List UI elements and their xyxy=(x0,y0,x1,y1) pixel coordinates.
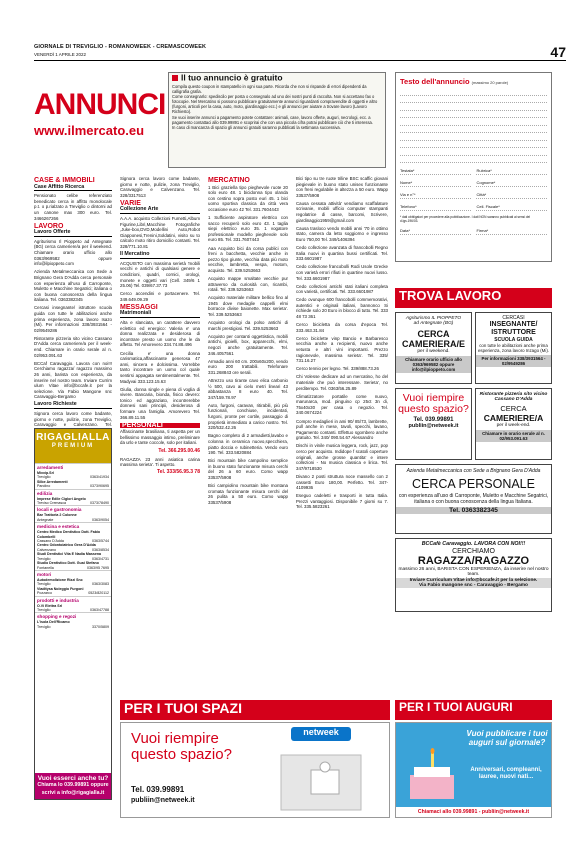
classified-ad: Eseguo cadeletti e trasporti in tutta Italia. Prezzi vantaggiosi. Disponibile 7 giorni su 7. Tel. 335.5823261 xyxy=(296,493,388,510)
directory-entry-detail: Treviglio 0363/47788 xyxy=(37,607,109,612)
classified-ad: ACQUISTO con massima serietà 'mobili vecchi e antichi di qualsiasi genere e condizioni, quadri, cornici, orologi, monete e oggetti vari (Cell. 349/6 1 25.06) Tel. 039/67.37.73 xyxy=(120,260,200,289)
directory-entry: Imprese Edile Ciglori Angelo xyxy=(37,496,86,501)
classified-ad: Signora cerca lavoro come badante, giorno e notte, pulizie, zona Treviglio, Caravaggio e Calvenzano. Tel. xyxy=(34,410,112,428)
ad-space-promo[interactable]: Vuoi riempire questo spazio? Tel. 039.99891 publiin@netweek.it xyxy=(395,388,472,460)
directory-entry-detail: Treviglio 0363/3083 xyxy=(37,582,109,587)
job-ad-pizzeria: Ristorante pizzeria sito vicino Cassano D'Adda CERCA CAMERIERE/A per il week-end. Chiamare in orario serale al n. 02/953.091.63 xyxy=(475,388,552,460)
coupon-title: Testo dell'annuncio (massimo 20 parole) xyxy=(400,77,509,86)
directory-entry: O.Vi Elettra Srl xyxy=(37,603,63,608)
page-number: 47 xyxy=(550,44,566,60)
info-line: Compila questo coupon in stampatello in ogni sua parte. Ricorda che non si rispande di errori dipendenti da calligrafia grafia. xyxy=(172,84,367,95)
directory-entry-detail: Calvenzano 0363/8534 xyxy=(37,547,109,552)
classified-ad: Cedo collezioni antichi stati italiani completa con varietà, certificati. Tel. 333.6601987 xyxy=(296,283,388,295)
classified-ad: Acquisto materiale militare bellico fino al 1945 dove medaglie cappelli elmi borracce divise baionette. Max serieta'. Tel. 339.5253663 xyxy=(208,295,288,318)
directory-category: arredamenti xyxy=(35,463,111,471)
info-line: Se vuoi inserire annunci a pagamento potete contattare: animali, case, lavoro offerte, auguri, necrologi, ecc. a pagamento contattaci allo 039.99891 e scoprirai che con una piccola cifra potrai pubblicare ciò che ti interessa. xyxy=(172,114,373,125)
classified-ad: Armadio anni 60 cm. 200x60x200, vendo euro 200 trattabili. Telefonare 331.268843 ore serali. xyxy=(208,358,288,375)
directory-entry-detail: Pandino 0373/90695 xyxy=(37,484,109,489)
directory-entry-detail: Pozzarco 0523/820112 xyxy=(37,591,109,596)
job-ad-metalworking: Azienda Metalmeccanica con Sede a Brignano Gera D'Adda CERCA PERSONALE con esperienza all'uso di Carroponte, Muletto e Macchine Segatrici, italiana o con buona conoscenza della lingua Italiana. Tel. 0363382345 xyxy=(395,464,552,534)
netweek-logo: netweek xyxy=(291,727,351,741)
coupon-field-row[interactable]: Via e n°* Città* xyxy=(400,192,547,199)
directory-entry-detail: Treviso Cremasca 0373/78490 xyxy=(37,501,109,506)
directory-entry: Autodemolizione Rizzi Snc xyxy=(37,577,83,582)
classified-ad: Cedo collezione avanzata di francobolli Regno Italia nuovi in quartina bussi certificati. Tel. 333.6601987 xyxy=(296,245,388,262)
section-title: ANNUNCI xyxy=(34,88,166,121)
per-i-tuoi-auguri-banner: PER I TUOI AUGURI xyxy=(395,700,552,720)
job-ad-bccafe: BCCafè Caravaggio. LAVORA CON NOI!!! CERCHIAMO RAGAZZA/RAGAZZO massimo 26 anni, BARISTA CON ESPERIENZA, da inserire nel nostro team. Inviare Curriculum Vitae info@bccafe.it per la selezione. Via Fabio mangone snc - Caravaggio - Bergamo xyxy=(395,538,552,612)
column-1 xyxy=(34,176,112,436)
classified-ad: Compro medaglieri in ami 90/ 85/73, lambrette, pull anche in mese, tavoli, specchi, lavano, Pagamento contanti. Effettuo sgombero anche gratuito. Tel. 340/ 090.54.67 Alessandro xyxy=(296,418,388,441)
column-3 xyxy=(208,176,288,508)
classified-ad: Agriturismo Il Pioppeto ad Antegnate (BG) cerca cameriere/a per il weekend. Chiamare orario ufficio allo 0363/969582 oppure info@ilpioppeto.com xyxy=(34,238,112,267)
site-url[interactable]: www.ilmercato.eu xyxy=(34,123,145,138)
column-2 xyxy=(120,176,200,478)
issue-date: VENERDÌ 1 APRILE 2022 xyxy=(34,52,87,57)
rigagialla-header: RIGAGLIALLA PREMIUM xyxy=(35,429,111,463)
classified-ad: Cecilia e' una donna carismatica,affascinante generosa 47 anni, sincera e dolcissima. Vorrebbe tanto incontrare un uomo col quale sentirsi appagata sentimentalmente. Tel. Madyvai 333.123.15.63 xyxy=(120,350,200,384)
birthday-cake-icon xyxy=(404,745,460,803)
classified-ad: Cedo collezione francobolli Rodi Usole Grecke con varietà errori rifiuti in quartine nuovi lusso. Tel. 333.6601987 xyxy=(296,264,388,281)
classified-ad: Divano 2 posti struttura noce massello con 2 cassetti Euro 180,00. Perfetto. Tel. 347-4109936 xyxy=(296,473,388,491)
category-heading: MESSAGGI xyxy=(120,303,158,311)
directory-category: motori xyxy=(35,570,111,578)
directory-entry-detail: Treviglio 0363/4731 xyxy=(37,556,109,561)
per-i-tuoi-spazi-banner: PER I TUOI SPAZI xyxy=(120,700,390,720)
directory-category: shopping e regozi xyxy=(35,612,111,620)
classified-ad: Pensionato celibe referenziato benedicato cerca in affitto monolocale p.t. o p.rialzato a Treviglio o dintorni ad un canone max 300 euro. Tel. 3466267266 xyxy=(34,193,112,221)
classified-ad: A.A.A. acquisto Collezioni Fumetti,Album Figurine,Libri,Macchine Fotografiche ,Juke-box,DVD,Modellini Auto,Robot Giapponesi,Trenini,Soldatini, visito su to calcolo moto ritiro domicilio contanti. Tel. 328/771.10.81 xyxy=(120,216,200,250)
subcategory-heading: Collezione Arte xyxy=(120,207,200,214)
classified-ad: Bici tipo su tre ruote triline BSC scaffic giovani piegievale in buono stato unisex funzionante con freni regolabile in altezza a 50 euro. Wapp 33537/5908 xyxy=(296,176,388,198)
classified-ad: 1 Bici graziella tipo pieghevole ruote 20 solo euro 48. 1 bicidonna tipo olanda con cestino sopra posto euri 45. 1 bici uomo sportiva classica da città vera occasione euro 42 Tel. 331.7604443 xyxy=(208,184,288,212)
header-rule xyxy=(34,60,566,61)
directory-entry-detail: Cassano D'Adda 0363/5744 xyxy=(37,539,109,544)
coupon-text-lines[interactable] xyxy=(400,88,547,163)
directory-entry: Viaditysa Noleggio Furgoni xyxy=(37,586,84,591)
classified-ad: Acquisto mappe smaltate vecchie pur attraverso da curiosità con, ricambi, rotali. Tel. 339.5253663 xyxy=(208,276,288,293)
directory-entry: L'isola Dell'Ricamo xyxy=(37,620,70,625)
trova-lavoro-banner: TROVA LAVORO xyxy=(395,288,552,308)
classified-ad: Signora cerca lavoro come badante, giorno e notte, pulizie, zona Treviglio, Caravaggio e Calvenzano. Tel. 328/3317513 xyxy=(120,176,200,198)
category-heading: VARIE xyxy=(120,199,141,207)
classified-ad: Cerco bicicletta da corsa d'epoca Tel. 333.463.31.84 xyxy=(296,322,388,333)
rigagialla-directory xyxy=(35,463,111,629)
classified-ad: Dischi in vinile musica leggera, rock, jazz, pop cerco per acquisto. Indidope f scatoli coperture originali, anche grosse quantita' e intere collezioni - No musica classica e lirica. Tel. 347/9718530 xyxy=(296,443,388,471)
coupon-field-row[interactable]: Testata* Rubrica* xyxy=(400,168,547,175)
classified-ad: Chi Volesse dedicare ad un mercatino, ho del materiale che può interessare. Serieta', no perditempo. Tel. 0363/56.25.89 xyxy=(296,374,388,391)
info-line: Come consegnarlo: spediscilo per posta o consegnalo ad uno dei nostri punti di raccolta. Non si accettano fax o fotocopie. Nel Mercatino si possono pubblicare gratuitamente annunci riguardanti compravendite di oggetti e altro (furgoni, articoli per la casa, auto, moto, giardinaggio ecc.) e gli annunci per aiutare a trovare lavoro (Lavoro Richiesto). xyxy=(172,94,378,115)
classified-ad: RAGAZZA 23 anni asiatica carina massima serieta'. Ti aspetto. xyxy=(120,456,200,468)
directory-entry-detail: Treviglio 3370/5809 xyxy=(37,624,109,629)
category-heading: CASE & IMMOBILI xyxy=(34,177,95,184)
directory-category: locali e gastronomia xyxy=(35,505,111,513)
classified-ad: Azienda Metalmeccanica con Sede a Brignano Gera D'Adda cerca personale con esperienza all'uso di Carroponte, Muletto e Macchine Segatrici; italiana o con buona conoscenza della lingua italiana. Tel. 0363382345 xyxy=(34,269,112,303)
directory-entry: Studi Dentistici Vita E Nadia Massena xyxy=(37,552,102,557)
directory-category: edilizia xyxy=(35,489,111,497)
subcategory-heading: Matrimoniali xyxy=(120,311,200,318)
directory-entry-detail: Antegnate 0363/9054 xyxy=(37,517,109,522)
classified-ad: BCCaf Caravaggio. Lavora con noi!!! Cerchiamo ragazza/ ragazzo massimo 26 anni, barista con esperienza, da inserire nel nostro team. Inviare Currim ulum Vitae info@bccafe.it per la selezione. Via Fabio Mangone snc Caravaggio-Bergamo xyxy=(34,360,112,400)
directory-entry-detail: Treviglio 0363/41934 xyxy=(37,475,109,480)
subcategory-heading: Lavoro Richieste xyxy=(34,402,112,409)
coupon-field-row[interactable]: Telefono* Cell. Fiscale* xyxy=(400,204,547,211)
directory-category: medicina e estetica xyxy=(35,522,111,530)
classified-ad: Cerco accendini e portacenere. Tel. 349.649.09.29 xyxy=(120,291,200,302)
job-ad-agriturismo: Agriturismo IL PIOPPETO ad Antegnate (BG) CERCA CAMERIERA/E per il weekend. Chiamare orario ufficio allo 0363/969582 oppure info@ilpioppeto.com xyxy=(395,312,472,384)
info-box-title: Il tuo annuncio è gratuito xyxy=(172,75,382,81)
auguri-promo[interactable]: Vuoi pubblicare i tuoi auguri sul giornale? Anniversari, compleanni, lauree, nuovi nati... Chiamaci allo 039.99891 - publiin@netweek.it xyxy=(395,722,552,818)
directory-entry: Bar Trattoria 2 Colonne xyxy=(37,513,77,518)
classified-ad: Causa trasloco vendo mobili anni '70 in ottimo stato, camera da letto soggiorno e ingresso Euro 750,00 Tel. 349/1406394 xyxy=(296,225,388,242)
classified-ad: Acquisto per contanti oggettistica, mobili antichi, gioielli, box, apparecchi, elmi, negozi anche gratuitamente. Tel. 346.4057561 xyxy=(208,333,288,356)
category-heading: LAVORO xyxy=(34,222,64,230)
category-heading: MERCATINO xyxy=(208,177,250,184)
classified-ad: Causa cessata attività' vendiamo scaffalature scrivanie, mobili ufficio computer stampanti regolatrice di casse, barcomi, Scrivere, giardinaggio1959@gmail.com xyxy=(296,200,388,223)
coupon-sign-row[interactable]: Data* Firma* xyxy=(400,228,547,235)
classified-ad: Attrezzo uso tirante cavo elica carbonio ½ 500, cavo ai cielo metri lineari 43 abbastanza 8 euro 40. Tel. 347/159.78.97 xyxy=(208,378,288,400)
classified-ad: Aaa Acquisto bici da corsa publici con freni a bacchetta, vecchie anche in pezzo tipo giunte, vecchia data più moto vecchie, lambretta, vespa, motom, acquisto. Tel. 339.5253663 xyxy=(208,245,288,273)
ad-space-promo-large[interactable]: Vuoi riempire questo spazio? Tel. 039.99891 publiin@netweek.it netweek xyxy=(120,722,390,818)
classified-ad: Giulia, donna single e piena di voglia di vivere. Bancaria, bionda, fisico devero: tonico ed aggraziato, incontrerebbe donnesi sani principii, desiderosa di formare una famiglia. Amorevero Tel. 366.89.11.55 xyxy=(120,386,200,420)
ad-phone: Tel. 333/56.95.3 78 xyxy=(157,469,200,476)
directory-category: prodotti e industria xyxy=(35,596,111,604)
subcategory-heading: Case Affitto Ricerca xyxy=(34,185,112,192)
subcategory-heading: Lavoro Offerte xyxy=(34,230,112,237)
classified-ad: 1 Sufficiente aspiratore elettrico con sacco recuperò solo euro 43. 1 taglia siepi elettrico euro 35. 1 vogatore professionale modello pieghevole solo euro 85. Tel. 331.7607443 xyxy=(208,215,288,243)
classified-ad: Cercasi insegnante/ istruttore scuola guida con tutte le abilitazioni anche prima esperienza, zona lavoro Isazo (Mi). Per informazioni 338/3931564 - 02/9549286 xyxy=(34,305,112,333)
classified-ad: Cerco tennio per legno. Tel. 339/888.73.26 xyxy=(296,366,379,372)
directory-entry: Centro Medico Dentistico Dott. Fabio Colombelli xyxy=(37,530,101,539)
classified-ad: Alta e slanciata, un carattere davvero eclettico ed energico: Valeria e' una donna realizzata e desiderosa di incontrare presto un uomo che le da affetto. Tel Amorevero 334.74.88.496 xyxy=(120,320,200,348)
classified-ad: Acquisto orologi da polso antichi di marchi prestigiosi. Tel. 339.5253663 xyxy=(208,320,288,331)
info-line: In caso di mancanza di spazio gli annunci gratuiti saranno pubblicati la settimana successiva. xyxy=(172,124,341,130)
rigagialla-footer[interactable]: Vuoi esserci anche tu? Chiama lo 039.99891 oppure scrivi a info@rigagialla.it xyxy=(35,773,111,800)
puzzle-icon xyxy=(271,745,371,815)
job-ad-driving-instructor: CERCASI INSEGNANTE/ ISTRUTTORE SCUOLA GUIDA con tutte le abilitazioni anche prima esperienza, zona lavoro Inzago (Mi). Per informazioni 338/3931564 - 02/9549286 xyxy=(475,312,552,384)
rigagialla-premium-box xyxy=(34,428,112,800)
column-4 xyxy=(296,176,388,512)
ad-coupon-form[interactable] xyxy=(395,72,552,262)
directory-entry: Centro Odontoiatrico Gera D'Adda xyxy=(37,543,96,548)
directory-entry: Studio Dentistico Dott. Guai Stefano xyxy=(37,561,99,566)
classified-ad: Auto, furgoni, caravan, ritirabili, più più funzionali, conchiuse, incidentati, furgoni, pronte per cortile, passaggio di proprietà immediato a carico nostro. Tel. 320/532.42.26 xyxy=(208,402,288,431)
classified-ad: Affascinante brasiliana, ti aspetta per un bellissimo massaggio intimo, preliminare da urlo e tante coccole, solo per italiani. xyxy=(120,429,200,446)
directory-entry-detail: Fontanella 0363/95 7695 xyxy=(37,565,109,570)
classified-ad: Bici mountain bike campolino semplice in buono stato funzionante misura cerchi del 26 a 60 euro. Como wapp 33537/5908 xyxy=(208,458,288,480)
classified-ad: Cerco biciclette vinp Bancio e Barbaresco vecchia anche a recipienti, nuovo anche vetusta e altri vini importanti. Prezzo ragionevole, massima serieta'. Tel. 335/ 731.16.27 xyxy=(296,335,388,364)
directory-entry: Mixxip.Srl xyxy=(37,471,54,475)
classified-ad: Bagno completo di 2 armadietti,lavabo e colonna in ceramica nuovo,specchiera, piatto doccia e rubinetteria. Vendo euro 190. Tel. 333.5820884 xyxy=(208,433,288,456)
free-ad-info-box xyxy=(168,72,386,168)
coupon-field-row[interactable]: Nome* Cognome* xyxy=(400,180,547,187)
classified-ad: Climatizzatore portatile come nuovo, marunarca, mod. pinguino cp 25ct 3n di, 75x40x30 per casa o negozio. Tel. 340.0674224 xyxy=(296,393,388,416)
classified-ad: Bici campiolino mountain bike montana cromata funzionante misura cerchi del 26 pulita a 50 euro. Como wapp 33537/5908 xyxy=(208,483,288,505)
subcategory-heading: Il Mercatino xyxy=(120,252,200,259)
category-heading: PERSONALI xyxy=(120,423,200,429)
classified-ad: Ristorante pizzeria sito vicino Cassano D'Adda cerca cameriere/a per il week-end. Chiamare in orario serale al n. 02/953.091.63 xyxy=(34,335,112,358)
square-bullet-icon xyxy=(172,75,178,81)
ad-phone: Tel. 366.295.00.46 xyxy=(158,447,200,454)
publication-name: GIORNALE DI TREVIGLIO - ROMANOWEEK - CREMASCOWEEK xyxy=(34,44,207,50)
classified-ad: Cedo ovunque 600 francobolli commemorativi, autentici e originali italiani, bannonco Si richiede solo 20 Euro in blocco di tutto. Tel. 333 48 73 361 xyxy=(296,297,388,320)
privacy-note: * dati obbligatori per procedere alla pubblicazione. I dati NON saranno pubblicati ai sensi del d.lgs.196/03. xyxy=(400,215,531,223)
directory-entry: Silbe Arredamenti xyxy=(37,479,68,484)
